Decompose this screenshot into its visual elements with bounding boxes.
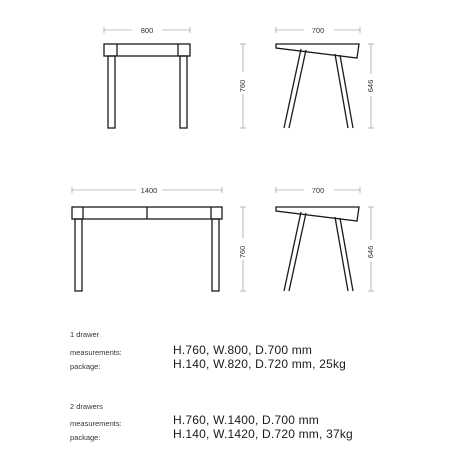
- spec-heading-1-drawer: 1 drawer: [70, 330, 100, 339]
- width-label: 1400: [140, 186, 158, 195]
- height-label: 646: [366, 79, 375, 93]
- height-label: 760: [238, 245, 247, 259]
- depth-label: 700: [311, 186, 325, 195]
- leg-front-edge: [289, 213, 306, 291]
- leg-right: [180, 56, 187, 128]
- height-label: 760: [238, 79, 247, 93]
- desk-2-drawers-front-view: [72, 185, 250, 291]
- height-label: 646: [366, 245, 375, 259]
- package-label: package:: [70, 433, 101, 442]
- measurements-value: H.760, W.800, D.700 mm: [173, 343, 313, 357]
- spec-heading-2-drawers: 2 drawers: [70, 402, 103, 411]
- leg-front: [284, 212, 301, 291]
- leg-left: [108, 56, 115, 128]
- package-value: H.140, W.820, D.720 mm, 25kg: [173, 357, 347, 371]
- depth-label: 700: [311, 26, 325, 35]
- leg-left: [75, 219, 82, 291]
- tabletop-wedge: [276, 44, 359, 58]
- leg-right: [212, 219, 219, 291]
- desk-1-drawer-side-view: [276, 25, 378, 128]
- tabletop-wedge: [276, 207, 359, 221]
- measurements-value: H.760, W.1400, D.700 mm: [173, 413, 319, 427]
- package-value: H.140, W.1420, D.720 mm, 37kg: [173, 427, 353, 441]
- measurements-label: measurements:: [70, 419, 122, 428]
- leg-front: [284, 49, 301, 128]
- desk-1-drawer-front-view: [104, 25, 250, 128]
- measurements-label: measurements:: [70, 348, 122, 357]
- width-label: 800: [140, 26, 154, 35]
- leg-front-edge: [289, 50, 306, 128]
- desk-2-drawers-side-view: [276, 185, 378, 291]
- package-label: package:: [70, 362, 101, 371]
